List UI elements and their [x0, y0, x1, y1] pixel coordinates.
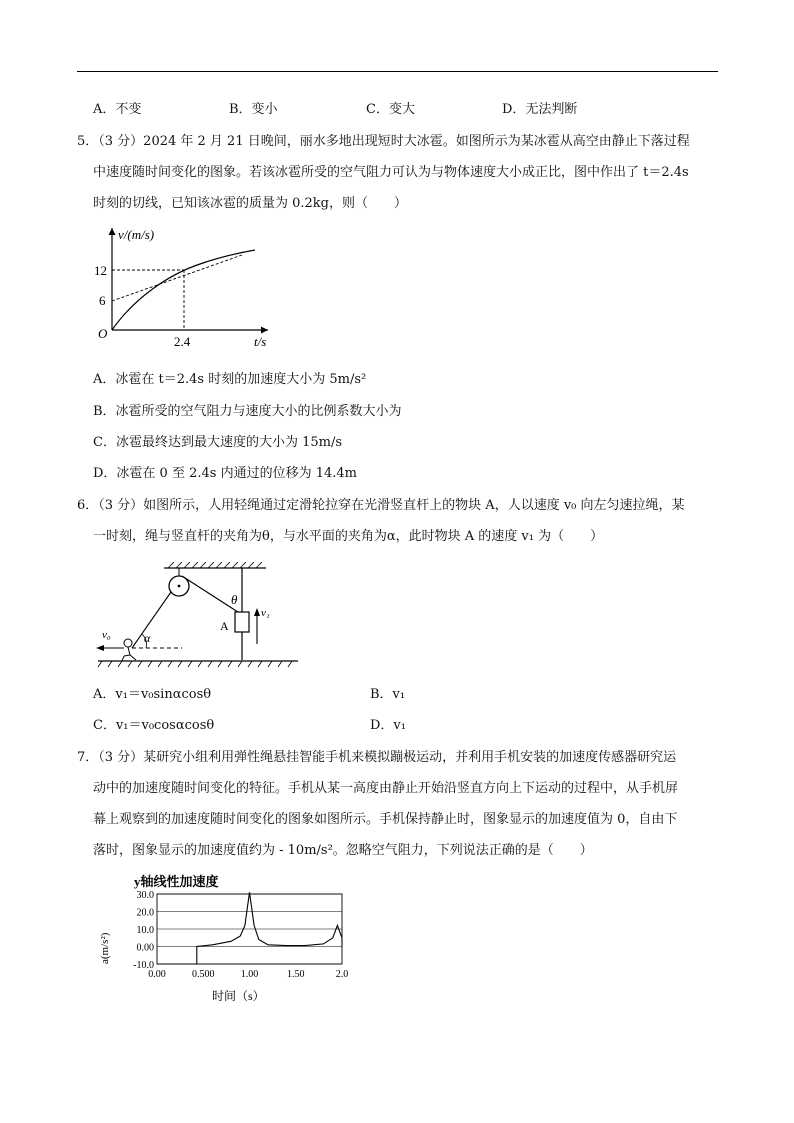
tangent-line: [112, 255, 242, 301]
q5-option-b: B．冰雹所受的空气阻力与速度大小的比例系数大小为: [93, 404, 402, 419]
v-axis-label: v/(m/s): [118, 227, 155, 242]
q7-stem-line-4: 落时，图象显示的加速度值约为 - 10m/s²。忽略空气阻力，下列说法正确的是（ ）: [93, 843, 593, 858]
q7-acceleration-chart: [92, 868, 352, 1008]
chart-ytick-label: 0.00: [136, 942, 154, 954]
block-a: [235, 612, 249, 632]
chart-ytick-label: -10.0: [133, 960, 154, 971]
q4-option-b: B．变小: [229, 102, 278, 117]
chart-ytick-label: 20.0: [136, 907, 154, 919]
chart-ytick-label: 10.0: [136, 925, 154, 936]
v0-label: v₀: [102, 629, 111, 641]
theta-label: θ: [231, 592, 238, 607]
xtick-2.4: 2.4: [174, 334, 191, 349]
q4-option-a: A．不变: [93, 102, 142, 117]
q5-stem-line-2: 中速度随时间变化的图象。若该冰雹所受的空气阻力可认为与物体速度大小成正比，图中作出了 t＝2.4s: [93, 165, 689, 180]
chart-xtick-label: 1.50: [287, 969, 305, 980]
chart-xtick-label: 1.00: [240, 969, 259, 980]
ytick-12: 12: [94, 263, 107, 278]
q6-option-d: D．v₁: [370, 718, 406, 733]
q7-stem-line-2: 动中的加速度随时间变化的特征。手机从某一高度由静止开始沿竖直方向上下运动的过程中，从手机屏: [93, 781, 679, 796]
velocity-curve: [112, 250, 255, 330]
q4-option-d: D．无法判断: [502, 102, 578, 117]
chart-xtick-label: 0.500: [192, 969, 215, 980]
ytick-6: 6: [99, 293, 106, 308]
header-rule: [77, 71, 718, 72]
origin-label: O: [98, 326, 108, 341]
chart-ylabel: a(m/s²): [99, 932, 111, 964]
q5-option-d: D．冰雹在 0 至 2.4s 内通过的位移为 14.4m: [93, 466, 357, 481]
chart-xlabel: 时间（s）: [212, 989, 265, 1003]
chart-title: y轴线性加速度: [134, 874, 219, 889]
t-axis-label: t/s: [254, 334, 267, 349]
q7-stem-line-1: 7．（3 分）某研究小组利用弹性绳悬挂智能手机来模拟蹦极运动，并利用手机安装的加速度传感器研究运: [77, 750, 677, 765]
block-label: A: [220, 619, 229, 633]
v0-arrow-icon: [96, 645, 104, 651]
q6-option-b: B．v₁: [370, 687, 406, 702]
q5-option-a: A．冰雹在 t＝2.4s 时刻的加速度大小为 5m/s²: [93, 372, 367, 387]
q5-stem-line-1: 5．（3 分）2024 年 2 月 21 日晚间，丽水多地出现短时大冰雹。如图所示为某冰雹从高空由静止下落过程: [77, 134, 690, 149]
q5-stem-line-3: 时刻的切线，已知该冰雹的质量为 0.2kg，则（ ）: [93, 196, 408, 211]
q6-option-c: C．v₁＝v₀cosαcosθ: [93, 718, 215, 733]
person-icon: [124, 639, 132, 647]
q5-vt-graph: [90, 222, 280, 358]
q6-pulley-figure: [94, 560, 300, 672]
q6-option-a: A．v₁＝v₀sinαcosθ: [93, 687, 212, 702]
q6-stem-line-1: 6．（3 分）如图所示，人用轻绳通过定滑轮拉穿在光滑竖直杆上的物块 A，人以速度 v₀ 向左匀速拉绳，某: [77, 498, 685, 513]
chart-series-line: [157, 892, 342, 964]
ceiling-hatch: [168, 562, 262, 568]
q6-stem-line-2: 一时刻，绳与竖直杆的夹角为θ，与水平面的夹角为α，此时物块 A 的速度 v₁ 为（ ）: [93, 529, 604, 544]
chart-xtick-label: 0.00: [148, 969, 166, 980]
chart-ytick-label: 30.0: [136, 890, 154, 901]
v1-label: v₁: [261, 607, 270, 619]
alpha-label: α: [144, 631, 151, 645]
q7-stem-line-3: 幕上观察到的加速度随时间变化的图象如图所示。手机保持静止时，图象显示的加速度值为 0，自由下: [93, 812, 678, 827]
q4-option-c: C．变大: [366, 102, 415, 117]
chart-xtick-label: 2.0: [335, 969, 349, 980]
v1-arrow-icon: [254, 608, 260, 616]
rope-to-person: [132, 592, 171, 648]
q5-option-c: C．冰雹最终达到最大速度的大小为 15m/s: [93, 435, 342, 450]
ground-hatch: [98, 661, 292, 667]
